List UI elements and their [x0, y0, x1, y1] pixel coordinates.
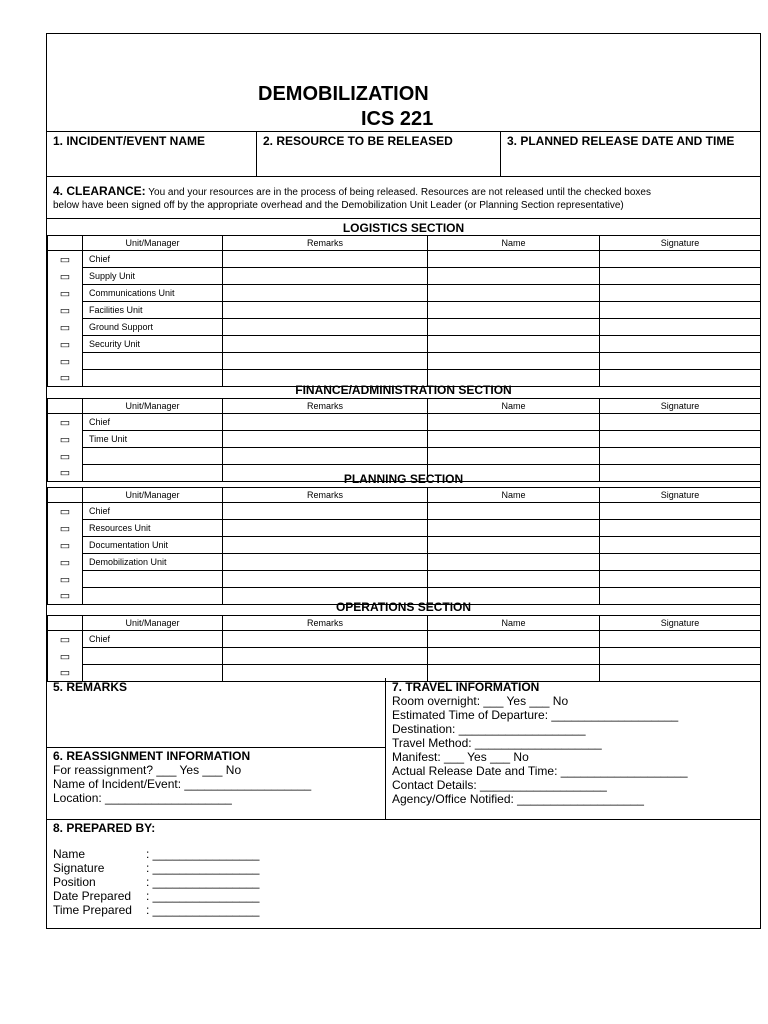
- signature-cell[interactable]: [600, 648, 761, 665]
- checkbox[interactable]: ▭: [48, 520, 83, 537]
- remarks-area[interactable]: [53, 694, 379, 744]
- remarks-cell[interactable]: [223, 537, 428, 554]
- remarks-header: Remarks: [223, 616, 428, 631]
- checkbox[interactable]: ▭: [48, 353, 83, 370]
- signature-header: Signature: [600, 616, 761, 631]
- travel-info-label: 7. TRAVEL INFORMATION: [392, 680, 540, 694]
- remarks-cell[interactable]: [223, 503, 428, 520]
- name-cell[interactable]: [428, 414, 600, 431]
- checkbox[interactable]: ▭: [48, 503, 83, 520]
- unit-manager-cell: Demobilization Unit: [83, 554, 223, 571]
- remarks-cell[interactable]: [223, 285, 428, 302]
- table-row: [48, 520, 761, 537]
- unit-manager-cell: Security Unit: [83, 336, 223, 353]
- planning-section-title: PLANNING SECTION: [343, 472, 464, 486]
- planned-release-field[interactable]: 3. PLANNED RELEASE DATE AND TIME: [507, 134, 735, 148]
- checkbox[interactable]: ▭: [48, 370, 83, 387]
- finance-section-title: FINANCE/ADMINISTRATION SECTION: [295, 383, 512, 397]
- unit-manager-header: Unit/Manager: [83, 616, 223, 631]
- signature-cell[interactable]: [600, 302, 761, 319]
- name-cell[interactable]: [428, 554, 600, 571]
- travel-info-block: [392, 680, 688, 806]
- form-number: ICS 221: [361, 108, 434, 130]
- name-cell[interactable]: [428, 431, 600, 448]
- prepared-by-label: 8. PREPARED BY:: [53, 821, 156, 835]
- unit-manager-cell: [83, 665, 223, 682]
- signature-cell[interactable]: [600, 414, 761, 431]
- travel-contact-details[interactable]: Contact Details: ___________________: [392, 778, 607, 792]
- name-cell[interactable]: [428, 285, 600, 302]
- unit-manager-cell: Chief: [83, 414, 223, 431]
- unit-manager-cell: [83, 571, 223, 588]
- signature-cell[interactable]: [600, 268, 761, 285]
- clearance-text-2: below have been signed off by the appropriate overhead and the Demobilization Unit Leader (or Planning Section representative): [53, 200, 624, 211]
- reassignment-incident-name[interactable]: Name of Incident/Event: ___________________: [53, 777, 312, 791]
- signature-cell[interactable]: [600, 665, 761, 682]
- table-row: [48, 503, 761, 520]
- checkbox-column-header: [48, 236, 83, 251]
- signature-cell[interactable]: [600, 251, 761, 268]
- remarks-cell[interactable]: [223, 414, 428, 431]
- travel-agency-notified[interactable]: Agency/Office Notified: ___________________: [392, 792, 644, 806]
- unit-manager-cell: Resources Unit: [83, 520, 223, 537]
- name-cell[interactable]: [428, 571, 600, 588]
- name-cell[interactable]: [428, 251, 600, 268]
- prepared-position-label: Position: [53, 875, 96, 889]
- remarks-cell[interactable]: [223, 554, 428, 571]
- prepared-position-field[interactable]: : ________________: [146, 875, 260, 889]
- name-header: Name: [428, 399, 600, 414]
- table-row: [48, 648, 761, 665]
- signature-cell[interactable]: [600, 554, 761, 571]
- prepared-name-field[interactable]: : ________________: [146, 847, 260, 861]
- unit-manager-cell: [83, 448, 223, 465]
- table-row: [48, 571, 761, 588]
- reassignment-location[interactable]: Location: ___________________: [53, 791, 232, 805]
- checkbox[interactable]: ▭: [48, 448, 83, 465]
- prepared-time-field[interactable]: : ________________: [146, 903, 260, 917]
- unit-manager-cell: Ground Support: [83, 319, 223, 336]
- checkbox[interactable]: ▭: [48, 336, 83, 353]
- table-row: [48, 537, 761, 554]
- unit-manager-cell: Supply Unit: [83, 268, 223, 285]
- table-row: [48, 302, 761, 319]
- travel-room-overnight[interactable]: Room overnight: ___ Yes ___ No: [392, 694, 569, 708]
- name-cell[interactable]: [428, 648, 600, 665]
- incident-name-field[interactable]: 1. INCIDENT/EVENT NAME: [53, 134, 206, 148]
- prepared-by-block: [53, 847, 259, 917]
- remarks-header: Remarks: [223, 236, 428, 251]
- unit-manager-cell: Facilities Unit: [83, 302, 223, 319]
- clearance-block: [53, 185, 758, 212]
- name-cell[interactable]: [428, 336, 600, 353]
- signature-cell[interactable]: [600, 537, 761, 554]
- ics-221-form: [46, 33, 761, 929]
- signature-cell[interactable]: [600, 631, 761, 648]
- remarks-cell[interactable]: [223, 302, 428, 319]
- signature-header: Signature: [600, 399, 761, 414]
- checkbox[interactable]: ▭: [48, 285, 83, 302]
- remarks-cell[interactable]: [223, 268, 428, 285]
- name-header: Name: [428, 616, 600, 631]
- name-header: Name: [428, 488, 600, 503]
- unit-manager-cell: Documentation Unit: [83, 537, 223, 554]
- reassignment-label: 6. REASSIGNMENT INFORMATION: [53, 749, 251, 763]
- remarks-cell[interactable]: [223, 665, 428, 682]
- logistics-section-title: LOGISTICS SECTION: [342, 221, 465, 235]
- prepared-date-label: Date Prepared: [53, 889, 132, 903]
- prepared-date-field[interactable]: : ________________: [146, 889, 260, 903]
- clearance-text-1: You and your resources are in the process of being released. Resources are not released until the checked boxes: [145, 187, 651, 198]
- signature-cell[interactable]: [600, 520, 761, 537]
- unit-manager-header: Unit/Manager: [83, 399, 223, 414]
- remarks-cell[interactable]: [223, 520, 428, 537]
- checkbox[interactable]: ▭: [48, 414, 83, 431]
- remarks-cell[interactable]: [223, 251, 428, 268]
- signature-cell[interactable]: [600, 448, 761, 465]
- remarks-cell[interactable]: [223, 319, 428, 336]
- planning-table: [47, 487, 761, 605]
- prepared-time-label: Time Prepared: [53, 903, 132, 917]
- name-cell[interactable]: [428, 448, 600, 465]
- operations-table: [47, 615, 761, 682]
- prepared-signature-label: Signature: [53, 861, 105, 875]
- table-row: [48, 268, 761, 285]
- checkbox[interactable]: ▭: [48, 465, 83, 482]
- remarks-header: Remarks: [223, 488, 428, 503]
- remarks-cell[interactable]: [223, 431, 428, 448]
- remarks-header: Remarks: [223, 399, 428, 414]
- prepared-name-label: Name: [53, 847, 86, 861]
- reassignment-question[interactable]: For reassignment? ___ Yes ___ No: [53, 763, 242, 777]
- signature-cell[interactable]: [600, 319, 761, 336]
- travel-manifest[interactable]: Manifest: ___ Yes ___ No: [392, 750, 529, 764]
- remarks-label: 5. REMARKS: [53, 680, 128, 694]
- checkbox[interactable]: ▭: [48, 268, 83, 285]
- checkbox[interactable]: ▭: [48, 251, 83, 268]
- resource-released-field[interactable]: 2. RESOURCE TO BE RELEASED: [263, 134, 453, 148]
- table-row: [48, 431, 761, 448]
- checkbox-column-header: [48, 488, 83, 503]
- checkbox[interactable]: ▭: [48, 554, 83, 571]
- table-row: [48, 554, 761, 571]
- table-row: [48, 665, 761, 682]
- table-row: [48, 414, 761, 431]
- signature-cell[interactable]: [600, 431, 761, 448]
- checkbox[interactable]: ▭: [48, 302, 83, 319]
- unit-manager-cell: Chief: [83, 503, 223, 520]
- signature-cell[interactable]: [600, 503, 761, 520]
- checkbox[interactable]: ▭: [48, 665, 83, 682]
- table-row: [48, 336, 761, 353]
- unit-manager-cell: Communications Unit: [83, 285, 223, 302]
- table-row: [48, 631, 761, 648]
- unit-manager-header: Unit/Manager: [83, 488, 223, 503]
- finance-table: [47, 398, 761, 482]
- remarks-cell[interactable]: [223, 631, 428, 648]
- reassignment-block: [53, 749, 311, 805]
- clearance-label: 4. CLEARANCE:: [53, 184, 146, 198]
- remarks-cell[interactable]: [223, 353, 428, 370]
- form-title: DEMOBILIZATION: [258, 83, 429, 105]
- name-cell[interactable]: [428, 665, 600, 682]
- name-cell[interactable]: [428, 503, 600, 520]
- checkbox-column-header: [48, 399, 83, 414]
- checkbox[interactable]: ▭: [48, 431, 83, 448]
- remarks-cell[interactable]: [223, 448, 428, 465]
- operations-section-title: OPERATIONS SECTION: [335, 600, 472, 614]
- name-cell[interactable]: [428, 537, 600, 554]
- checkbox[interactable]: ▭: [48, 631, 83, 648]
- checkbox[interactable]: ▭: [48, 588, 83, 605]
- name-cell[interactable]: [428, 353, 600, 370]
- name-cell[interactable]: [428, 302, 600, 319]
- name-cell[interactable]: [428, 319, 600, 336]
- checkbox-column-header: [48, 616, 83, 631]
- signature-cell[interactable]: [600, 285, 761, 302]
- signature-header: Signature: [600, 488, 761, 503]
- remarks-cell[interactable]: [223, 571, 428, 588]
- unit-manager-header: Unit/Manager: [83, 236, 223, 251]
- checkbox[interactable]: ▭: [48, 648, 83, 665]
- travel-actual-release[interactable]: Actual Release Date and Time: ___________________: [392, 764, 688, 778]
- logistics-table: [47, 235, 761, 387]
- unit-manager-cell: Chief: [83, 631, 223, 648]
- checkbox[interactable]: ▭: [48, 571, 83, 588]
- prepared-signature-field[interactable]: : ________________: [146, 861, 260, 875]
- travel-method[interactable]: Travel Method: ___________________: [392, 736, 602, 750]
- checkbox[interactable]: ▭: [48, 537, 83, 554]
- remarks-cell[interactable]: [223, 648, 428, 665]
- table-row: [48, 319, 761, 336]
- unit-manager-cell: [83, 648, 223, 665]
- travel-destination[interactable]: Destination: ___________________: [392, 722, 586, 736]
- table-row: [48, 285, 761, 302]
- travel-departure-time[interactable]: Estimated Time of Departure: ___________________: [392, 708, 679, 722]
- signature-cell[interactable]: [600, 353, 761, 370]
- unit-manager-cell: Chief: [83, 251, 223, 268]
- name-header: Name: [428, 236, 600, 251]
- name-cell[interactable]: [428, 631, 600, 648]
- signature-header: Signature: [600, 236, 761, 251]
- table-row: [48, 448, 761, 465]
- remarks-cell[interactable]: [223, 336, 428, 353]
- unit-manager-cell: [83, 353, 223, 370]
- table-row: [48, 353, 761, 370]
- signature-cell[interactable]: [600, 336, 761, 353]
- table-row: [48, 251, 761, 268]
- unit-manager-cell: Time Unit: [83, 431, 223, 448]
- signature-cell[interactable]: [600, 571, 761, 588]
- name-cell[interactable]: [428, 268, 600, 285]
- checkbox[interactable]: ▭: [48, 319, 83, 336]
- name-cell[interactable]: [428, 520, 600, 537]
